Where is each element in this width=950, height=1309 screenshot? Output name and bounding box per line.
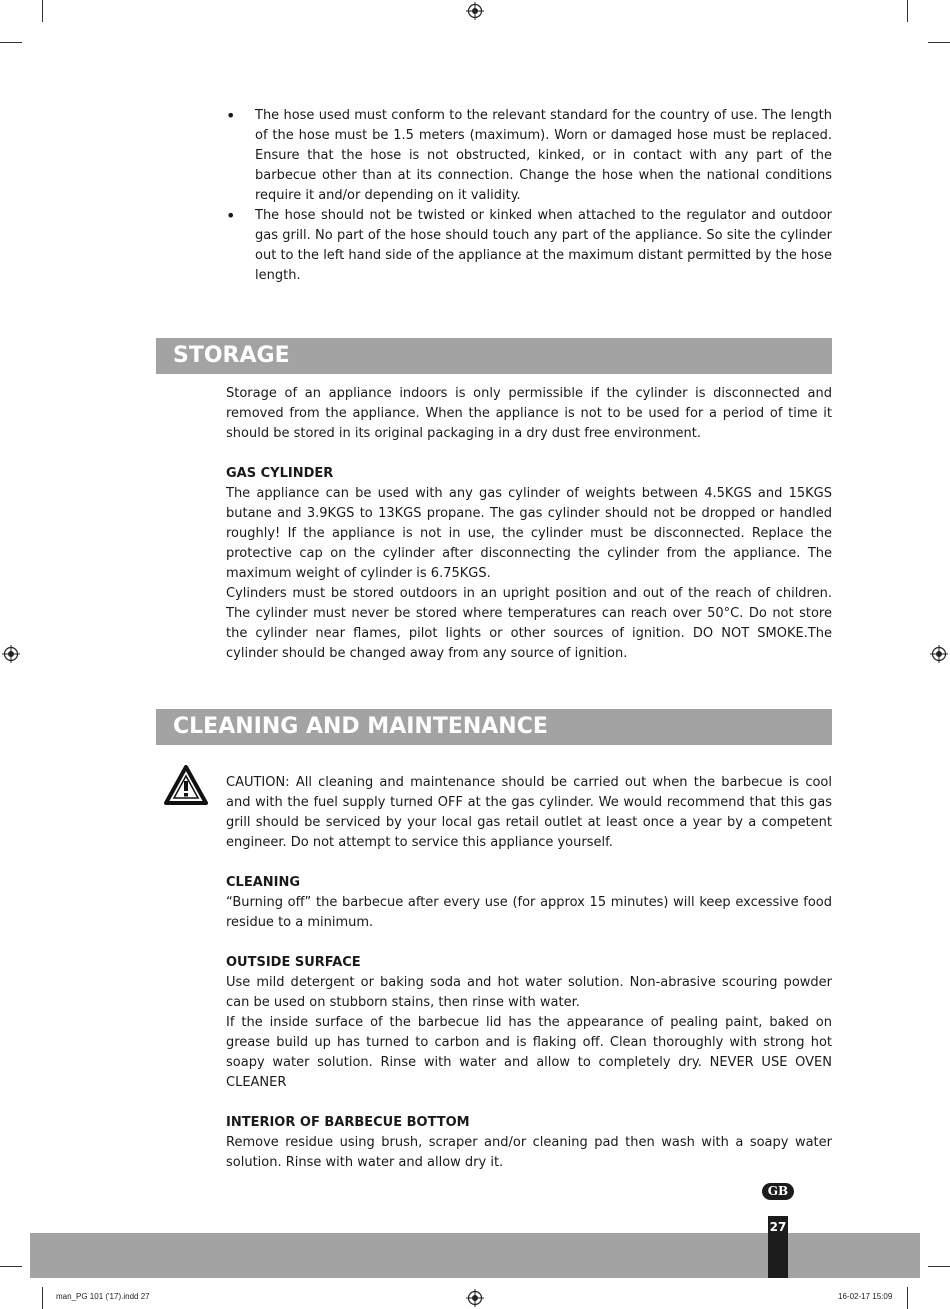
outside-surface-text: Use mild detergent or baking soda and hot water solution. Non-abrasive scouring powder can be used on stubborn stains, then rinse with water. [226, 975, 832, 1010]
crop-mark [907, 0, 908, 22]
section-heading-cleaning: CLEANING AND MAINTENANCE [156, 709, 832, 745]
crop-mark [42, 1287, 43, 1309]
interior-bottom-text: Remove residue using brush, scraper and/or cleaning pad then wash with a soapy water solution. Rinse with water and allow dry it. [226, 1135, 832, 1170]
slug-timestamp: 16-02-17 15:09 [838, 1292, 893, 1301]
hose-bullet-list [226, 106, 832, 286]
crop-mark [42, 0, 43, 22]
list-item [226, 206, 832, 286]
cleaning-section [226, 773, 832, 1173]
gas-cylinder-text: The appliance can be used with any gas cylinder of weights between 4.5KGS and 15KGS butane and 3.9KGS to 13KGS propane. The gas cylinder should not be dropped or handled roughly! If the appliance is not in use, the cylinder must be disconnected. Replace the protective cap on the cylinder after disconnecting the cylinder from the appliance. The maximum weight of cylinder is 6.75KGS. [226, 486, 832, 581]
bullet-symbol: • [226, 206, 236, 225]
registration-mark-icon [930, 645, 948, 663]
storage-section [226, 384, 832, 664]
crop-mark [907, 1287, 908, 1309]
bullet-text: The hose should not be twisted or kinked when attached to the regulator and outdoor gas grill. No part of the hose should touch any part of the appliance. So site the cylinder out to the left hand side of the appliance at the maximum distant permitted by the hose length. [255, 208, 832, 283]
section-heading-storage: STORAGE [156, 338, 832, 374]
crop-mark [928, 42, 950, 43]
crop-mark [0, 1266, 22, 1267]
registration-mark-icon [2, 645, 20, 663]
registration-mark-icon [466, 1289, 484, 1307]
lid-surface-text: If the inside surface of the barbecue lid has the appearance of pealing paint, baked on grease build up has turned to carbon and is flaking off. Clean thoroughly with strong hot soapy water solution. Rinse with water and allow to completely dry. NEVER USE OVEN CLEANER [226, 1015, 832, 1090]
bullet-symbol: • [226, 106, 236, 125]
cleaning-title: CLEANING [226, 875, 301, 890]
gas-cylinder-storage-text: Cylinders must be stored outdoors in an upright position and out of the reach of children. The cylinder must never be stored where temperatures can reach over 50°C. Do not store the cylinder near flames, pilot lights or other sources of ignition. DO NOT SMOKE.The cylinder should be changed away from any source of ignition. [226, 586, 832, 661]
gas-cylinder-title: GAS CYLINDER [226, 466, 334, 481]
list-item [226, 106, 832, 206]
cleaning-text: “Burning off” the barbecue after every use (for approx 15 minutes) will keep excessive food residue to a minimum. [226, 895, 832, 930]
page-number: 27 [768, 1216, 788, 1278]
storage-intro: Storage of an appliance indoors is only permissible if the cylinder is disconnected and removed from the appliance. When the appliance is not to be used for a period of time it should be stored in its original packaging in a dry dust free environment. [226, 386, 832, 441]
registration-mark-icon [466, 2, 484, 20]
language-badge: GB [762, 1183, 794, 1200]
outside-surface-title: OUTSIDE SURFACE [226, 955, 361, 970]
crop-mark [928, 1266, 950, 1267]
caution-text: CAUTION: All cleaning and maintenance should be carried out when the barbecue is cool and with the fuel supply turned OFF at the gas cylinder. We would recommend that this gas grill should be serviced by your local gas retail outlet at least once a year by a competent engineer. Do not attempt to service this appliance yourself. [226, 775, 832, 850]
bullet-text: The hose used must conform to the relevant standard for the country of use. The length of the hose must be 1.5 meters (maximum). Worn or damaged hose must be replaced. Ensure that the hose is not obstructed, kinked, or in contact with any part of the barbecue other than at its connection. Change the hose when the national conditions require it and/or depending on it validity. [255, 108, 832, 203]
warning-triangle-icon [164, 765, 208, 805]
crop-mark [0, 42, 22, 43]
interior-bottom-title: INTERIOR OF BARBECUE BOTTOM [226, 1115, 470, 1130]
slug-filename: man_PG 101 ('17).indd 27 [56, 1292, 150, 1301]
